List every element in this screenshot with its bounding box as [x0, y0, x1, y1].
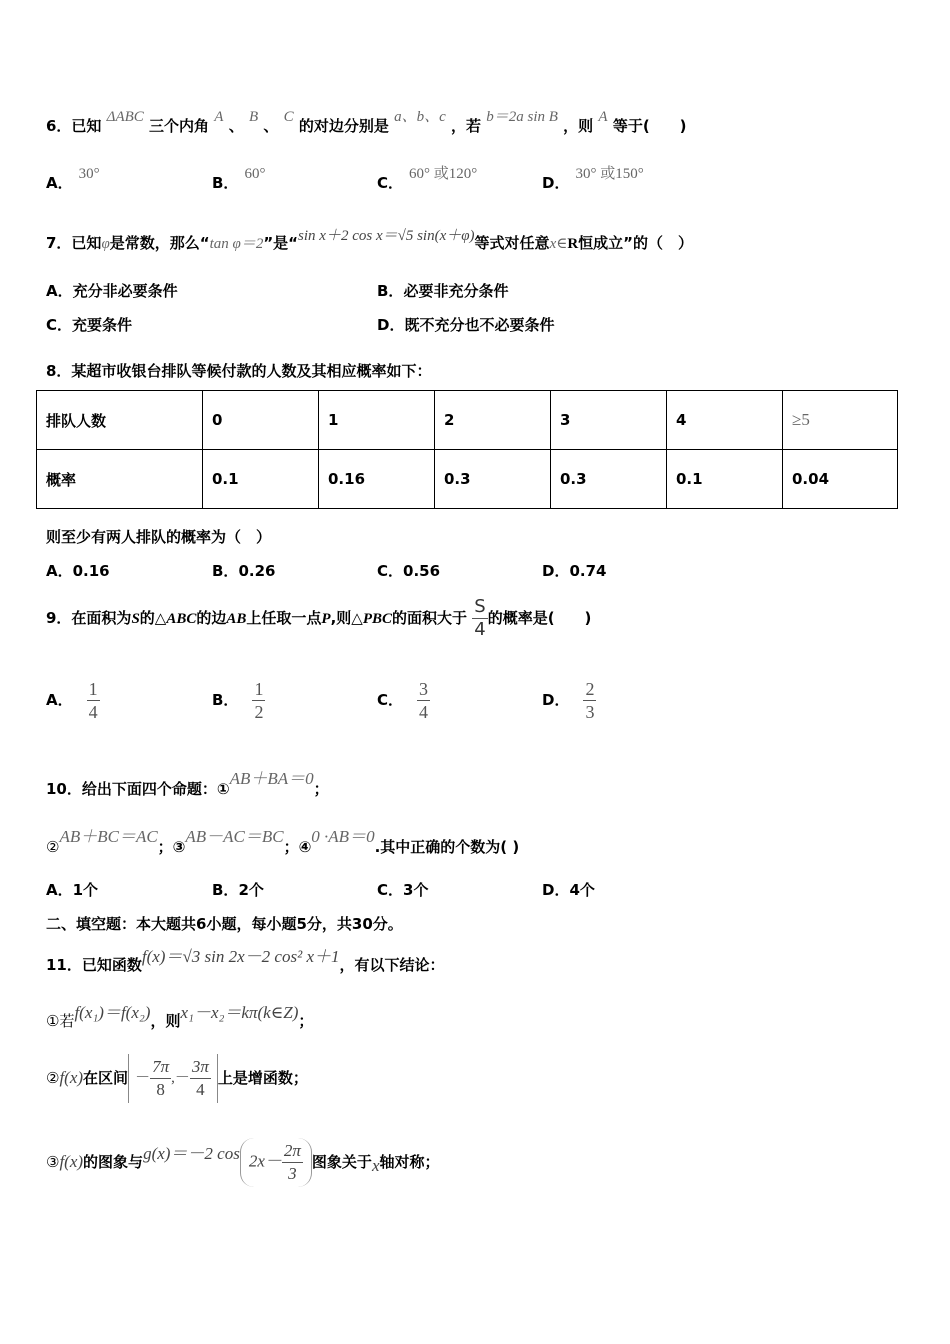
q9-stem: 9．在面积为 [46, 609, 132, 627]
q9-text: 的△ [139, 609, 167, 627]
q10-text: ；③ [157, 838, 186, 856]
table-cell: 0.3 [435, 450, 551, 509]
q11-text: 图象关于 [311, 1153, 372, 1171]
q9-abc: ABC [166, 611, 197, 627]
q6-option-c: C． 60° 或120° [377, 166, 478, 192]
q11-function: f(x)＝√3 sin 2x－2 cos² x＋1 [141, 947, 340, 966]
q10-option-a: A．1个 [46, 881, 99, 899]
q9-s: S [131, 611, 140, 627]
q10-option-b: B．2个 [212, 881, 264, 899]
q6-text: 的对边分别是 [298, 117, 389, 135]
q9-fraction: $\frac{S}{4}$ [474, 596, 486, 640]
q11-fx: f(x) [59, 1068, 84, 1087]
q10-option-d: D．4个 [542, 881, 595, 899]
table-cell: 0 [203, 391, 319, 450]
q6-angle-a: A [598, 109, 608, 125]
q11-s1-condition: f(x₁)＝f(x₂) [74, 1003, 151, 1022]
q8-option-a: A．0.16 [46, 562, 110, 580]
table-cell: 0.1 [203, 450, 319, 509]
q9-pbc: PBC [362, 611, 392, 627]
q7-option-b: B．必要非充分条件 [377, 282, 509, 300]
q10-option-c: C．3个 [377, 881, 429, 899]
q6-condition: b＝2a sin B [486, 109, 558, 125]
q11-x: x [371, 1156, 380, 1175]
q8-question: 则至少有两人排队的概率为（ ） [46, 528, 272, 546]
q7-real-set: R [567, 236, 579, 252]
table-row [37, 391, 898, 450]
table-cell: ≥5 [783, 391, 898, 450]
q7-equation: sin x＋2 cos x＝√5 sin(x＋φ) [298, 228, 475, 244]
q9-text: 的概率是( ) [487, 609, 592, 627]
q10-line1 [46, 769, 329, 799]
q11-text: 的图象与 [83, 1153, 144, 1171]
q11-statement-2 [46, 1054, 308, 1103]
table-cell: 4 [667, 391, 783, 450]
q7-text: 等式对任意 [474, 234, 550, 252]
q9-ab: AB [226, 611, 247, 627]
q9-p: P [321, 611, 331, 627]
q6-angle-c: C [283, 109, 294, 125]
table-cell: 0.1 [667, 450, 783, 509]
q10-text: .其中正确的个数为( ) [374, 838, 520, 856]
q6-option-a: A． 30° [46, 166, 100, 192]
q8-stem: 8．某超市收银台排队等候付款的人数及其相应概率如下： [46, 362, 432, 380]
q10-circle-2: ② [46, 838, 60, 856]
q11-statement-3 [46, 1138, 440, 1187]
q6-text: ，则 [563, 117, 594, 135]
q11-text: 上是增函数； [217, 1069, 308, 1087]
q6-sides: a、b、c [394, 109, 446, 125]
q11-statement-1 [46, 1003, 314, 1031]
q10-text: ； [313, 780, 329, 798]
q6-line [46, 109, 687, 136]
table-cell: 2 [435, 391, 551, 450]
q11-text: ，有以下结论： [339, 956, 445, 974]
q10-expr-3: AB－AC＝BC [185, 827, 284, 846]
q10-expr-1: AB＋BA＝0 [229, 769, 314, 788]
q9-option-d: D． $\frac{2}{3}$ [542, 679, 595, 722]
q7-text: 是常数，那么“ [109, 234, 210, 252]
q11-fx: f(x) [59, 1152, 84, 1171]
q6-text: 三个内角 [149, 117, 210, 135]
section-2-heading: 二、填空题：本大题共6小题，每小题5分，共30分。 [46, 915, 403, 933]
q11-gx: g(x)＝－2 cos [143, 1144, 240, 1163]
q10-stem: 10．给出下面四个命题：① [46, 780, 230, 798]
q10-line2 [46, 827, 520, 857]
table-cell: 0.04 [783, 450, 898, 509]
table-cell: 0.16 [319, 450, 435, 509]
q7-option-c: C．充要条件 [46, 316, 133, 334]
q11-s1-result: x₁－x₂＝kπ(k∈Z) [180, 1003, 299, 1022]
q6-angle-b: B [248, 109, 259, 125]
q9-option-b: B． $\frac{1}{2}$ [212, 679, 264, 722]
q9-option-c: C． $\frac{3}{4}$ [377, 679, 429, 722]
q9-text: ,则△ [330, 609, 363, 627]
q7-x-in: x∈ [549, 236, 568, 252]
q11-text: ①若 [46, 1012, 75, 1030]
table-cell: 0.3 [551, 450, 667, 509]
table-cell: 排队人数 [37, 391, 203, 450]
q9-text: 的边 [196, 609, 227, 627]
q9-line [46, 596, 591, 641]
table-cell: 1 [319, 391, 435, 450]
q7-option-a: A．充分非必要条件 [46, 282, 178, 300]
q11-stem: 11．已知函数 [46, 956, 142, 974]
q10-expr-2: AB＋BC＝AC [59, 827, 158, 846]
q11-line [46, 947, 445, 975]
q6-stem: 6．已知 [46, 117, 102, 135]
q7-tan-condition: tan φ＝2 [209, 236, 264, 252]
q6-text: 等于( ) [612, 117, 687, 135]
q6-sep: 、 [263, 117, 279, 135]
q7-text: 恒成立”的（ ） [578, 234, 694, 252]
q8-table [36, 390, 898, 509]
q6-triangle: ΔABC [106, 109, 144, 125]
q9-text: 的面积大于 [392, 609, 468, 627]
q11-text: 轴对称； [379, 1153, 440, 1171]
q7-text: ”是“ [263, 234, 299, 252]
table-cell: 3 [551, 391, 667, 450]
q9-option-a: A． $\frac{1}{4}$ [46, 679, 98, 722]
q8-option-c: C．0.56 [377, 562, 441, 580]
q6-sep: 、 [228, 117, 244, 135]
q11-text: ③ [46, 1153, 60, 1171]
q11-text: ； [298, 1012, 314, 1030]
q6-option-b: B． 60° [212, 166, 266, 192]
q7-phi: φ [101, 236, 110, 252]
q8-option-d: D．0.74 [542, 562, 607, 580]
q7-stem: 7．已知 [46, 234, 102, 252]
q11-text: ② [46, 1069, 60, 1087]
q8-option-b: B．0.26 [212, 562, 276, 580]
q9-text: 上任取一点 [246, 609, 322, 627]
q11-interval: － $\frac{7\pi}{8}$ ,－ $\frac{3\pi}{4}$ [128, 1054, 218, 1103]
q10-text: ；④ [283, 838, 312, 856]
q7-option-d: D．既不充分也不必要条件 [377, 316, 555, 334]
q11-text: 在区间 [83, 1069, 129, 1087]
q6-angle-a: A [214, 109, 224, 125]
table-row [37, 450, 898, 509]
q7-line [46, 228, 694, 253]
q11-argument: 2x－ $\frac{2\pi}{3}$ [240, 1138, 312, 1187]
table-cell: 概率 [37, 450, 203, 509]
q6-option-d: D． 30° 或150° [542, 166, 644, 192]
q11-text: ，则 [150, 1012, 181, 1030]
q6-text: ，若 [451, 117, 482, 135]
q10-expr-4: 0 ·AB＝0 [311, 827, 375, 846]
